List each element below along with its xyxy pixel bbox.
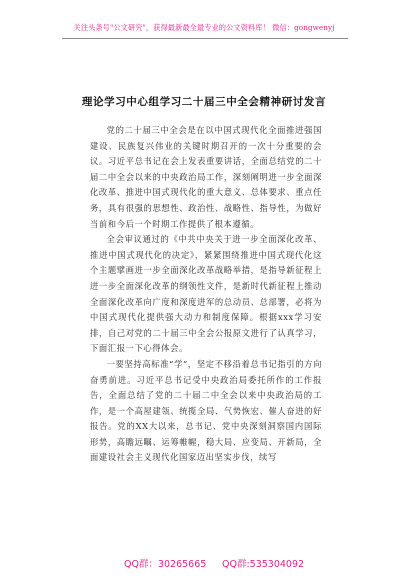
footer xyxy=(0,556,408,570)
footer-qq-group-1: QQ群：30265665 xyxy=(124,559,207,570)
document-title: 理论学习中心组学习二十届三中全会精神研讨发言 xyxy=(81,96,327,108)
paragraph: 全会审议通过的《中共中央关于进一步全面深化改革、推进中国式现代化的决定》，紧紧围绕推进中国式现代化这个主题擘画进一步全面深化改革战略举措，是指导新征程上进一步全面深化改革的纲领性文件，是新时代新征程上推动全面深化改革向广度和深度进军的总动员、总部署，必将为中国式现代化提供强大动力和制度保障。根据xxx学习安排，自己对党的二十届三中全会公报原文进行了认真学习，下面汇报一下心得体会。 xyxy=(90,234,322,354)
header-divider xyxy=(62,38,348,39)
header-banner: 关注头条号"公文研究"，获得最新最全最专业的公文资料库！ 微信：gongwenyj xyxy=(73,23,335,32)
paragraph: 一要坚持高标准“学”，坚定不移沿着总书记指引的方向奋勇前进。习近平总书记受中央政治局委托所作的工作报告，全面总结了党的二十届二中全会以来中央政治局的工作，是一个高屋建瓴、统揽全局、气势恢宏、催人奋进的好报告。党的XX大以来，总书记、党中央深刻洞察国内国际形势，高瞻远瞩、运筹帷幄，稳大局、应变局、开新局，全面建设社会主义现代化国家迈出坚实步伐，续写 xyxy=(90,358,322,463)
document-body xyxy=(90,123,322,466)
paragraph: 党的二十届三中全会是在以中国式现代化全面推进强国建设、民族复兴伟业的关键时期召开的一次十分重要的会议。习近平总书记在会上发表重要讲话，全面总结党的二十届二中全会以来的中央政治局工作，深刻阐明进一步全面深化改革、推进中国式现代化的重大意义、总体要求、重点任务，具有很强的思想性、政治性、战略性、指导性，为做好当前和今后一个时期工作提供了根本遵循。 xyxy=(90,125,322,229)
footer-qq-group-2: QQ群:535304092 xyxy=(222,559,305,570)
